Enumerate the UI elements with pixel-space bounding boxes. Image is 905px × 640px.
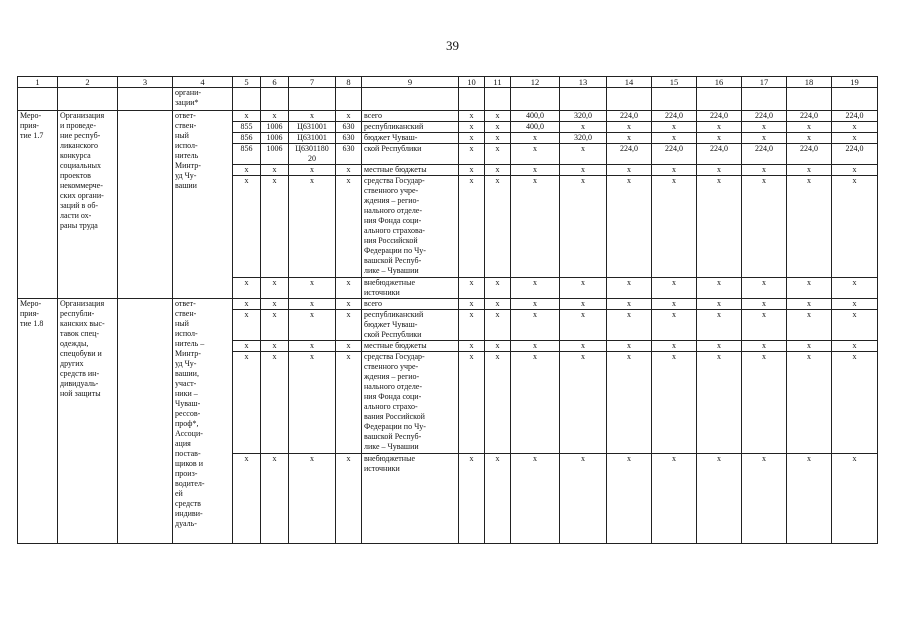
value-cell: x <box>652 352 697 454</box>
funding-source: внебюджетные источники <box>362 454 459 544</box>
code-col7: x <box>289 454 336 544</box>
empty-cell <box>18 88 58 111</box>
continuation-row <box>18 88 878 111</box>
code-col7: x <box>289 341 336 352</box>
value-cell: x <box>652 341 697 352</box>
code-col5: x <box>233 165 261 176</box>
value-cell: x <box>459 299 485 310</box>
value-cell: x <box>742 278 787 299</box>
code-col7: Ц631001 <box>289 122 336 133</box>
value-cell: x <box>832 176 878 278</box>
value-cell: x <box>459 111 485 122</box>
value-cell: x <box>742 122 787 133</box>
value-cell: 224,0 <box>652 111 697 122</box>
code-col7: x <box>289 352 336 454</box>
empty-cell <box>697 88 742 111</box>
code-col6: x <box>261 176 289 278</box>
code-col5: 855 <box>233 122 261 133</box>
value-cell: x <box>787 352 832 454</box>
empty-cell <box>607 88 652 111</box>
value-cell: x <box>560 144 607 165</box>
value-cell: x <box>511 454 560 544</box>
value-cell: x <box>607 176 652 278</box>
value-cell: x <box>697 299 742 310</box>
measure-id: Меро- прия- тие 1.8 <box>18 299 58 544</box>
code-col5: 856 <box>233 144 261 165</box>
value-cell: x <box>652 310 697 341</box>
value-cell: x <box>607 122 652 133</box>
code-col8: x <box>336 165 362 176</box>
value-cell: x <box>652 454 697 544</box>
code-col6: x <box>261 111 289 122</box>
value-cell: x <box>485 111 511 122</box>
value-cell: x <box>459 454 485 544</box>
value-cell: x <box>697 310 742 341</box>
value-cell: x <box>485 165 511 176</box>
empty-cell <box>118 88 173 111</box>
code-col5: x <box>233 341 261 352</box>
value-cell: x <box>787 133 832 144</box>
value-cell: x <box>511 133 560 144</box>
column-header: 19 <box>832 77 878 88</box>
measure-name: Организация республи- канских выс- тавок спец- одежды, спецобуви и других средств ин- дивидуаль- ной защиты <box>58 299 118 544</box>
value-cell: x <box>742 341 787 352</box>
value-cell: x <box>485 310 511 341</box>
value-cell: x <box>485 133 511 144</box>
value-cell: x <box>742 454 787 544</box>
value-cell: x <box>787 454 832 544</box>
funding-source: внебюджетные источники <box>362 278 459 299</box>
value-cell: x <box>485 341 511 352</box>
value-cell: x <box>485 176 511 278</box>
value-cell: x <box>697 278 742 299</box>
column-header: 5 <box>233 77 261 88</box>
value-cell: 224,0 <box>607 144 652 165</box>
value-cell: x <box>560 299 607 310</box>
code-col7: x <box>289 176 336 278</box>
empty-cell <box>652 88 697 111</box>
value-cell: x <box>652 278 697 299</box>
code-col6: x <box>261 454 289 544</box>
code-col6: x <box>261 299 289 310</box>
code-col8: x <box>336 352 362 454</box>
continuation-cell: органи- зации* <box>173 88 233 111</box>
column-number-row <box>18 77 878 88</box>
empty-cell <box>289 88 336 111</box>
value-cell: 400,0 <box>511 122 560 133</box>
code-col6: 1006 <box>261 144 289 165</box>
value-cell: x <box>511 352 560 454</box>
empty-cell <box>362 88 459 111</box>
code-col8: x <box>336 299 362 310</box>
value-cell: x <box>697 341 742 352</box>
value-cell: 224,0 <box>742 144 787 165</box>
funding-source: средства Государ- ственного учре- ждения – регио- нального отделе- ния Фонда соци- ального страхова- ния Российской Федерации по Чу- вашской Респуб- лике – Чувашии <box>362 176 459 278</box>
value-cell: x <box>787 341 832 352</box>
code-col8: x <box>336 278 362 299</box>
measure-id: Меро- прия- тие 1.7 <box>18 111 58 299</box>
empty-cell <box>118 111 173 299</box>
value-cell: x <box>832 454 878 544</box>
value-cell: x <box>607 133 652 144</box>
value-cell: x <box>697 133 742 144</box>
funding-source: всего <box>362 111 459 122</box>
value-cell: x <box>485 144 511 165</box>
value-cell: x <box>511 278 560 299</box>
value-cell: x <box>459 278 485 299</box>
empty-cell <box>511 88 560 111</box>
code-col8: 630 <box>336 122 362 133</box>
empty-cell <box>787 88 832 111</box>
code-col7: x <box>289 310 336 341</box>
column-header: 18 <box>787 77 832 88</box>
column-header: 1 <box>18 77 58 88</box>
responsible-executor: ответ- ствен- ный испол- нитель – Минтр- уд Чу- вашии, участ- ники – Чуваш- рессов- проф*, Ассоци- ация постав- щиков и произ- водител- ей средств индиви- дуаль- <box>173 299 233 544</box>
column-header: 17 <box>742 77 787 88</box>
column-header: 7 <box>289 77 336 88</box>
code-col6: x <box>261 278 289 299</box>
value-cell: x <box>607 310 652 341</box>
value-cell: x <box>459 341 485 352</box>
value-cell: 320,0 <box>560 133 607 144</box>
page-number: 39 <box>446 38 459 53</box>
value-cell: 224,0 <box>787 111 832 122</box>
value-cell: x <box>560 352 607 454</box>
value-cell: x <box>459 176 485 278</box>
table-row <box>18 299 878 310</box>
value-cell: x <box>652 165 697 176</box>
funding-source: средства Государ- ственного учре- ждения – регио- нального отделе- ния Фонда соци- ального страхо- вания Российской Федерации по Чу- вашской Респуб- лике – Чувашии <box>362 352 459 454</box>
value-cell: x <box>560 454 607 544</box>
value-cell: x <box>459 165 485 176</box>
code-col5: x <box>233 352 261 454</box>
value-cell: x <box>832 299 878 310</box>
code-col6: x <box>261 310 289 341</box>
value-cell: x <box>697 454 742 544</box>
code-col7: Ц6301180 20 <box>289 144 336 165</box>
value-cell: x <box>652 299 697 310</box>
value-cell: x <box>511 341 560 352</box>
empty-cell <box>233 88 261 111</box>
value-cell: x <box>832 352 878 454</box>
code-col6: x <box>261 352 289 454</box>
value-cell: x <box>607 341 652 352</box>
value-cell: x <box>511 299 560 310</box>
value-cell: x <box>832 278 878 299</box>
column-header: 11 <box>485 77 511 88</box>
value-cell: 224,0 <box>652 144 697 165</box>
funding-source: республиканский <box>362 122 459 133</box>
code-col6: 1006 <box>261 122 289 133</box>
funding-source: бюджет Чуваш- <box>362 133 459 144</box>
empty-cell <box>742 88 787 111</box>
value-cell: x <box>742 352 787 454</box>
value-cell: x <box>697 165 742 176</box>
value-cell: x <box>485 122 511 133</box>
value-cell: 224,0 <box>832 111 878 122</box>
value-cell: x <box>832 310 878 341</box>
value-cell: x <box>787 122 832 133</box>
value-cell: x <box>459 310 485 341</box>
code-col5: x <box>233 454 261 544</box>
column-header: 16 <box>697 77 742 88</box>
value-cell: x <box>697 176 742 278</box>
empty-cell <box>58 88 118 111</box>
value-cell: x <box>652 176 697 278</box>
value-cell: x <box>607 278 652 299</box>
code-col8: 630 <box>336 144 362 165</box>
responsible-executor: ответ- ствен- ный испол- нитель Минтр- уд Чу- вашии <box>173 111 233 299</box>
value-cell: x <box>742 133 787 144</box>
value-cell: x <box>697 352 742 454</box>
value-cell: x <box>560 165 607 176</box>
value-cell: x <box>697 122 742 133</box>
value-cell: x <box>787 299 832 310</box>
funding-source: всего <box>362 299 459 310</box>
code-col6: x <box>261 341 289 352</box>
funding-source: ской Республики <box>362 144 459 165</box>
value-cell: x <box>511 310 560 341</box>
value-cell: x <box>832 341 878 352</box>
value-cell: x <box>787 176 832 278</box>
code-col7: x <box>289 278 336 299</box>
value-cell: x <box>607 454 652 544</box>
code-col6: x <box>261 165 289 176</box>
column-header: 13 <box>560 77 607 88</box>
value-cell: x <box>459 122 485 133</box>
value-cell: x <box>560 176 607 278</box>
value-cell: x <box>511 176 560 278</box>
value-cell: x <box>832 122 878 133</box>
value-cell: x <box>485 299 511 310</box>
value-cell: 320,0 <box>560 111 607 122</box>
code-col5: x <box>233 176 261 278</box>
empty-cell <box>832 88 878 111</box>
column-header: 8 <box>336 77 362 88</box>
value-cell: x <box>459 352 485 454</box>
column-header: 3 <box>118 77 173 88</box>
funding-source: республиканский бюджет Чуваш- ской Республики <box>362 310 459 341</box>
code-col8: x <box>336 454 362 544</box>
value-cell: 224,0 <box>832 144 878 165</box>
value-cell: x <box>560 310 607 341</box>
column-header: 14 <box>607 77 652 88</box>
code-col5: x <box>233 310 261 341</box>
value-cell: 224,0 <box>787 144 832 165</box>
value-cell: x <box>511 144 560 165</box>
empty-cell <box>485 88 511 111</box>
code-col8: 630 <box>336 133 362 144</box>
column-header: 6 <box>261 77 289 88</box>
value-cell: x <box>742 310 787 341</box>
column-header: 9 <box>362 77 459 88</box>
code-col5: x <box>233 278 261 299</box>
column-header: 15 <box>652 77 697 88</box>
value-cell: x <box>742 299 787 310</box>
column-header: 12 <box>511 77 560 88</box>
empty-cell <box>459 88 485 111</box>
value-cell: x <box>832 165 878 176</box>
code-col7: x <box>289 111 336 122</box>
empty-cell <box>336 88 362 111</box>
value-cell: x <box>652 122 697 133</box>
funding-source: местные бюджеты <box>362 341 459 352</box>
value-cell: x <box>459 144 485 165</box>
value-cell: x <box>560 341 607 352</box>
value-cell: 400,0 <box>511 111 560 122</box>
code-col8: x <box>336 111 362 122</box>
value-cell: x <box>607 165 652 176</box>
program-table <box>17 76 878 544</box>
code-col5: 856 <box>233 133 261 144</box>
code-col5: x <box>233 299 261 310</box>
value-cell: 224,0 <box>697 111 742 122</box>
measure-name: Организация и проведе- ние респуб- ликанского конкурса социальных проектов некоммерче- ских органи- заций в об- ласти ох- раны труда <box>58 111 118 299</box>
value-cell: x <box>787 310 832 341</box>
code-col5: x <box>233 111 261 122</box>
value-cell: x <box>459 133 485 144</box>
empty-cell <box>118 299 173 544</box>
value-cell: x <box>832 133 878 144</box>
code-col8: x <box>336 341 362 352</box>
column-header: 2 <box>58 77 118 88</box>
code-col7: x <box>289 165 336 176</box>
value-cell: x <box>560 122 607 133</box>
code-col8: x <box>336 310 362 341</box>
value-cell: 224,0 <box>697 144 742 165</box>
value-cell: 224,0 <box>607 111 652 122</box>
funding-source: местные бюджеты <box>362 165 459 176</box>
value-cell: x <box>742 165 787 176</box>
value-cell: x <box>742 176 787 278</box>
value-cell: 224,0 <box>742 111 787 122</box>
code-col7: Ц631001 <box>289 133 336 144</box>
value-cell: x <box>560 278 607 299</box>
value-cell: x <box>607 352 652 454</box>
value-cell: x <box>607 299 652 310</box>
empty-cell <box>560 88 607 111</box>
value-cell: x <box>485 454 511 544</box>
table-row <box>18 111 878 122</box>
code-col7: x <box>289 299 336 310</box>
value-cell: x <box>652 133 697 144</box>
column-header: 10 <box>459 77 485 88</box>
value-cell: x <box>485 352 511 454</box>
empty-cell <box>261 88 289 111</box>
value-cell: x <box>485 278 511 299</box>
code-col8: x <box>336 176 362 278</box>
column-header: 4 <box>173 77 233 88</box>
value-cell: x <box>787 278 832 299</box>
value-cell: x <box>511 165 560 176</box>
code-col6: 1006 <box>261 133 289 144</box>
value-cell: x <box>787 165 832 176</box>
